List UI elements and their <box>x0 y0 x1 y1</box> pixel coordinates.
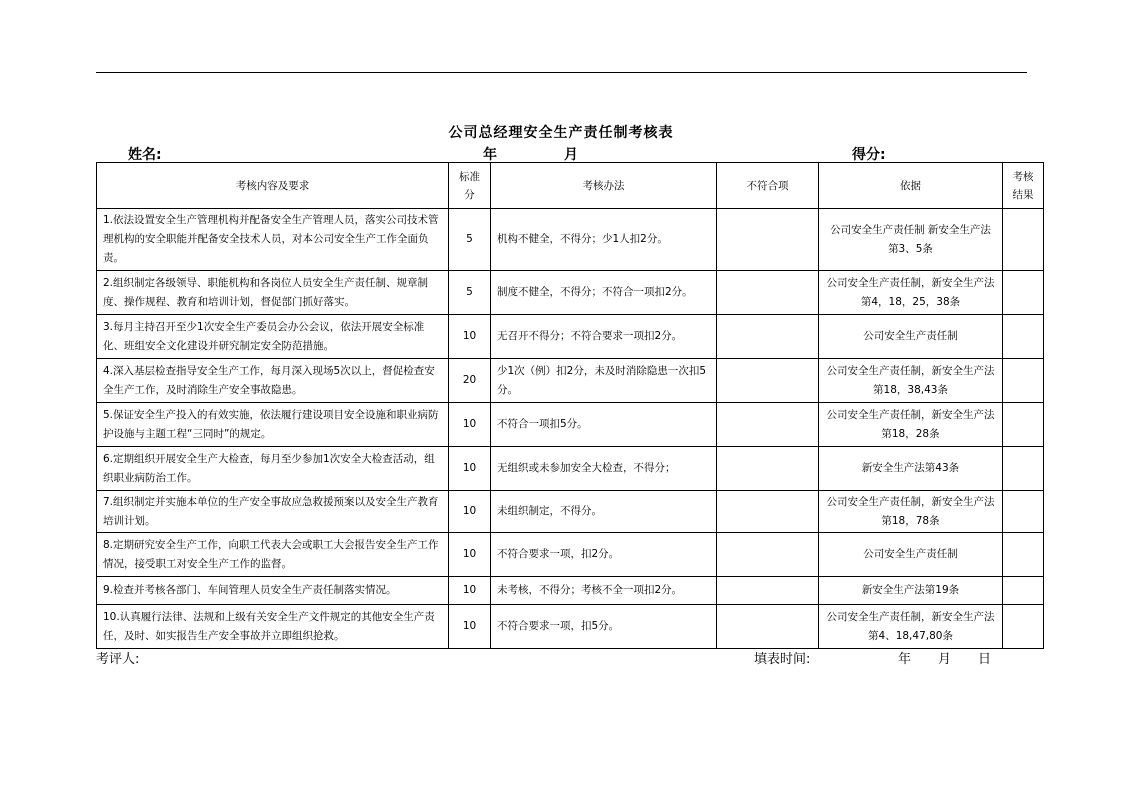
row-standard-score: 10 <box>449 315 491 359</box>
row-standard-score: 10 <box>449 403 491 447</box>
header-standard-score: 标准分 <box>449 163 491 209</box>
fill-date-day: 日 <box>978 652 992 667</box>
row-noncompliance <box>717 271 819 315</box>
row-method: 未考核，不得分；考核不全一项扣2分。 <box>491 577 717 605</box>
row-basis: 公司安全生产责任制，新安全生产法第4、18,47,80条 <box>819 605 1003 649</box>
row-basis: 公司安全生产责任制 新安全生产法第3、5条 <box>819 209 1003 271</box>
row-basis: 公司安全生产责任制 <box>819 315 1003 359</box>
row-method: 制度不健全，不得分；不符合一项扣2分。 <box>491 271 717 315</box>
row-standard-score: 10 <box>449 577 491 605</box>
row-content: 2.组织制定各级领导、职能机构和各岗位人员安全生产责任制、规章制度、操作规程、教育和培训计划，督促部门抓好落实。 <box>97 271 449 315</box>
header-result: 考核结果 <box>1003 163 1044 209</box>
name-label: 姓名: <box>128 147 162 163</box>
row-basis: 公司安全生产责任制，新安全生产法第18，78条 <box>819 491 1003 533</box>
row-result <box>1003 271 1044 315</box>
row-noncompliance <box>717 491 819 533</box>
row-content: 7.组织制定并实施本单位的生产安全事故应急救援预案以及安全生产教育培训计划。 <box>97 491 449 533</box>
row-method: 不符合要求一项，扣2分。 <box>491 533 717 577</box>
table-row <box>97 605 1044 649</box>
row-basis: 公司安全生产责任制，新安全生产法第18，38,43条 <box>819 359 1003 403</box>
row-result <box>1003 209 1044 271</box>
year-label: 年 <box>483 147 497 163</box>
row-result <box>1003 491 1044 533</box>
row-content: 5.保证安全生产投入的有效实施，依法履行建设项目安全设施和职业病防护设施与主题工程“三同时”的规定。 <box>97 403 449 447</box>
row-basis: 公司安全生产责任制，新安全生产法第18，28条 <box>819 403 1003 447</box>
row-method: 无组织或未参加安全大检查，不得分； <box>491 447 717 491</box>
month-label: 月 <box>564 147 578 163</box>
table-row <box>97 491 1044 533</box>
row-noncompliance <box>717 359 819 403</box>
row-content: 6.定期组织开展安全生产大检查，每月至少参加1次安全大检查活动，组织职业病防治工作。 <box>97 447 449 491</box>
header-method: 考核办法 <box>491 163 717 209</box>
row-content: 1.依法设置安全生产管理机构并配备安全生产管理人员，落实公司技术管理机构的安全职能并配备安全技术人员，对本公司安全生产工作全面负责。 <box>97 209 449 271</box>
row-noncompliance <box>717 605 819 649</box>
score-label: 得分: <box>852 147 886 163</box>
row-result <box>1003 605 1044 649</box>
row-noncompliance <box>717 209 819 271</box>
row-standard-score: 10 <box>449 605 491 649</box>
row-basis: 新安全生产法第43条 <box>819 447 1003 491</box>
row-content: 9.检查并考核各部门、车间管理人员安全生产责任制落实情况。 <box>97 577 449 605</box>
fill-date-month: 月 <box>938 652 952 667</box>
row-standard-score: 10 <box>449 447 491 491</box>
row-result <box>1003 403 1044 447</box>
header-noncompliance: 不符合项 <box>717 163 819 209</box>
row-standard-score: 10 <box>449 533 491 577</box>
row-standard-score: 10 <box>449 491 491 533</box>
table-row <box>97 447 1044 491</box>
row-result <box>1003 447 1044 491</box>
row-method: 少1次（例）扣2分，未及时消除隐患一次扣5分。 <box>491 359 717 403</box>
row-method: 无召开不得分；不符合要求一项扣2分。 <box>491 315 717 359</box>
row-result <box>1003 577 1044 605</box>
assessment-table <box>96 162 1044 649</box>
row-method: 不符合要求一项，扣5分。 <box>491 605 717 649</box>
row-content: 4.深入基层检查指导安全生产工作，每月深入现场5次以上，督促检查安全生产工作，及时消除生产安全事故隐患。 <box>97 359 449 403</box>
row-result <box>1003 359 1044 403</box>
fill-date-label: 填表时间: <box>754 652 811 667</box>
header-basis: 依据 <box>819 163 1003 209</box>
row-noncompliance <box>717 447 819 491</box>
row-noncompliance <box>717 577 819 605</box>
row-content: 8.定期研究安全生产工作，向职工代表大会或职工大会报告安全生产工作情况，接受职工对安全生产工作的监督。 <box>97 533 449 577</box>
row-method: 机构不健全，不得分；少1人扣2分。 <box>491 209 717 271</box>
row-standard-score: 5 <box>449 271 491 315</box>
table-row <box>97 209 1044 271</box>
table-row <box>97 403 1044 447</box>
row-method: 未组织制定，不得分。 <box>491 491 717 533</box>
document-title: 公司总经理安全生产责任制考核表 <box>448 125 674 141</box>
row-noncompliance <box>717 403 819 447</box>
row-noncompliance <box>717 315 819 359</box>
table-row <box>97 315 1044 359</box>
row-result <box>1003 315 1044 359</box>
row-basis: 公司安全生产责任制 <box>819 533 1003 577</box>
reviewer-label: 考评人: <box>96 652 140 667</box>
header-content: 考核内容及要求 <box>97 163 449 209</box>
row-standard-score: 20 <box>449 359 491 403</box>
table-row <box>97 577 1044 605</box>
row-standard-score: 5 <box>449 209 491 271</box>
row-noncompliance <box>717 533 819 577</box>
table-header-row <box>97 163 1044 209</box>
row-result <box>1003 533 1044 577</box>
row-basis: 新安全生产法第19条 <box>819 577 1003 605</box>
table-row <box>97 271 1044 315</box>
table-row <box>97 533 1044 577</box>
row-method: 不符合一项扣5分。 <box>491 403 717 447</box>
table-row <box>97 359 1044 403</box>
row-basis: 公司安全生产责任制，新安全生产法第4，18，25，38条 <box>819 271 1003 315</box>
fill-date-year: 年 <box>898 652 912 667</box>
row-content: 3.每月主持召开至少1次安全生产委员会办公会议，依法开展安全标准化、班组安全文化建设并研究制定安全防范措施。 <box>97 315 449 359</box>
row-content: 10.认真履行法律、法规和上级有关安全生产文件规定的其他安全生产责任，及时、如实报告生产安全事故并立即组织抢救。 <box>97 605 449 649</box>
header-rule <box>96 72 1027 73</box>
